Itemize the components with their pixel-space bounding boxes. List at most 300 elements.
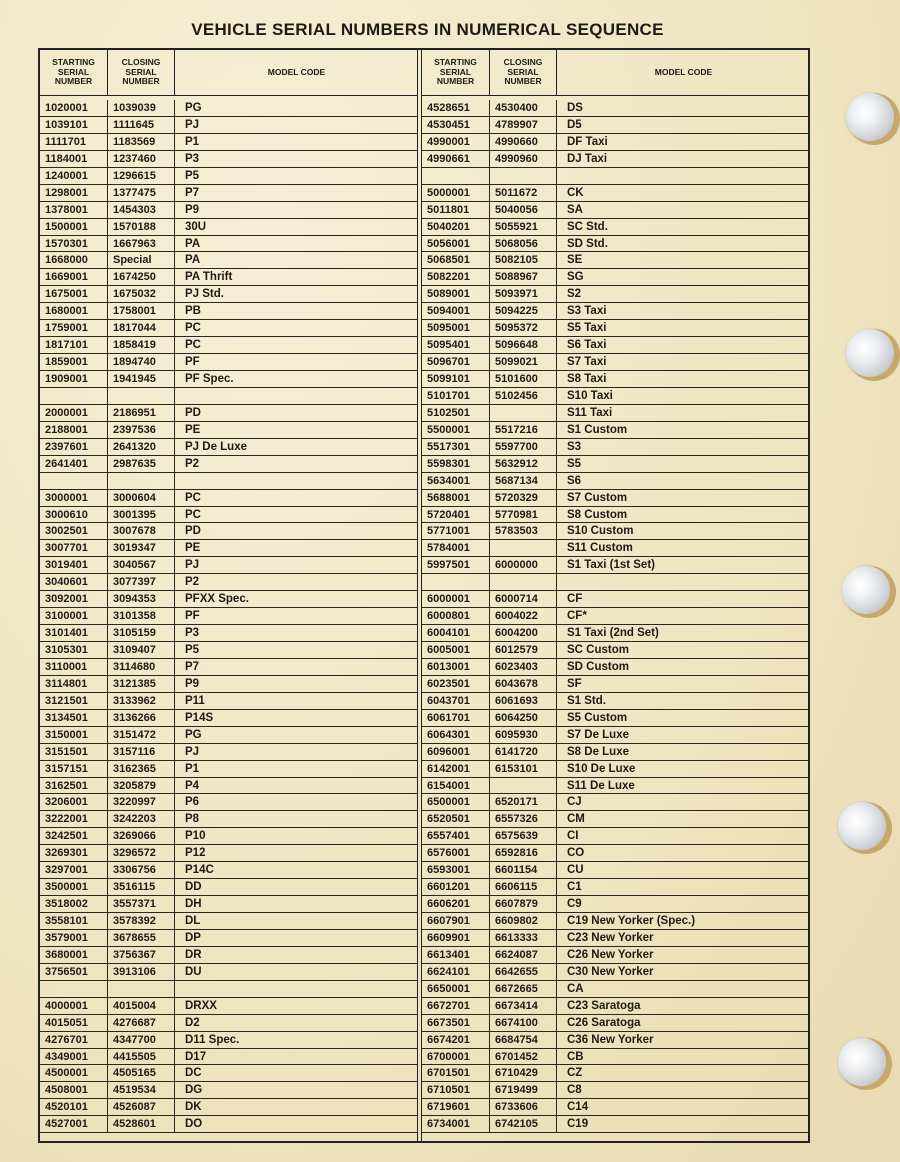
table-row: [422, 523, 810, 540]
closing-serial-cell: 6701452: [490, 1049, 557, 1065]
table-row: [40, 998, 418, 1015]
closing-serial-cell: 1675032: [108, 286, 175, 302]
closing-serial-cell: 3040567: [108, 557, 175, 573]
closing-serial-cell: 1674250: [108, 269, 175, 285]
model-code-cell: CK: [567, 186, 584, 199]
starting-serial-cell: 3518002: [40, 896, 108, 912]
closing-serial-cell: 5632912: [490, 456, 557, 472]
starting-serial-cell: 6734001: [422, 1116, 490, 1132]
table-row: [422, 998, 810, 1015]
table-row: [40, 269, 418, 286]
model-code-cell: PB: [185, 305, 201, 318]
table-row: [40, 219, 418, 236]
starting-serial-cell: 4349001: [40, 1049, 108, 1065]
starting-serial-cell: 1378001: [40, 202, 108, 218]
model-code-cell: DF Taxi: [567, 135, 608, 148]
closing-serial-cell: 3242203: [108, 811, 175, 827]
closing-serial-cell: 6575639: [490, 828, 557, 844]
model-code-cell: S11 Custom: [567, 542, 633, 555]
starting-serial-cell: 6005001: [422, 642, 490, 658]
model-code-cell: P2: [185, 457, 200, 470]
closing-serial-cell: 5102456: [490, 388, 557, 404]
starting-serial-cell: [40, 388, 108, 404]
closing-serial-cell: 1667963: [108, 236, 175, 252]
model-code-cell: S5: [567, 457, 582, 470]
model-code-cell: DD: [185, 881, 202, 894]
header-model-code: MODEL CODE: [267, 66, 326, 77]
starting-serial-cell: 5040201: [422, 219, 490, 235]
model-code-cell: PJ Std.: [185, 288, 224, 301]
table-row: [40, 388, 418, 405]
table-row: [422, 1015, 810, 1032]
table-row: [422, 744, 810, 761]
starting-serial-cell: 6650001: [422, 981, 490, 997]
starting-serial-cell: 3000001: [40, 490, 108, 506]
table-row: [422, 219, 810, 236]
model-code-cell: PA: [185, 254, 201, 267]
starting-serial-cell: 1111701: [40, 134, 108, 150]
starting-serial-cell: 6000001: [422, 591, 490, 607]
model-code-cell: CU: [567, 864, 584, 877]
closing-serial-cell: 3136266: [108, 710, 175, 726]
starting-serial-cell: 3019401: [40, 557, 108, 573]
closing-serial-cell: 1454303: [108, 202, 175, 218]
model-code-cell: PJ De Luxe: [185, 440, 247, 453]
closing-serial-cell: 6733606: [490, 1099, 557, 1115]
closing-serial-cell: 6606115: [490, 879, 557, 895]
starting-serial-cell: 6624101: [422, 964, 490, 980]
table-row: [40, 1082, 418, 1099]
model-code-cell: [557, 574, 810, 590]
starting-serial-cell: 4530451: [422, 117, 490, 133]
model-code-cell: C23 Saratoga: [567, 999, 641, 1012]
closing-serial-cell: 5783503: [490, 523, 557, 539]
table-row: [40, 236, 418, 253]
closing-serial-cell: 1758001: [108, 303, 175, 319]
starting-serial-cell: 1298001: [40, 185, 108, 201]
closing-serial-cell: 4415505: [108, 1049, 175, 1065]
table-row: [422, 981, 810, 998]
table-row: [40, 625, 418, 642]
binder-hole: [838, 802, 886, 850]
table-row: [40, 930, 418, 947]
closing-serial-cell: 3101358: [108, 608, 175, 624]
model-code-cell: P1: [185, 762, 200, 775]
starting-serial-cell: 3040601: [40, 574, 108, 590]
table-row: [422, 642, 810, 659]
closing-serial-cell: 3121385: [108, 676, 175, 692]
starting-serial-cell: 3134501: [40, 710, 108, 726]
starting-serial-cell: 6500001: [422, 794, 490, 810]
table-row: [422, 202, 810, 219]
starting-serial-cell: 3558101: [40, 913, 108, 929]
table-row: [422, 913, 810, 930]
model-code-cell: S7 Custom: [567, 491, 628, 504]
starting-serial-cell: 6607901: [422, 913, 490, 929]
closing-serial-cell: 4990960: [490, 151, 557, 167]
model-code-cell: S11 Taxi: [567, 406, 613, 419]
model-code-cell: C26 Saratoga: [567, 1016, 641, 1029]
starting-serial-cell: 3105301: [40, 642, 108, 658]
closing-serial-cell: 6624087: [490, 947, 557, 963]
model-code-cell: S8 Taxi: [567, 373, 607, 385]
starting-serial-cell: 6013001: [422, 659, 490, 675]
closing-serial-cell: 3557371: [108, 896, 175, 912]
table-header: [40, 50, 418, 96]
starting-serial-cell: 3101401: [40, 625, 108, 641]
binder-hole: [846, 329, 894, 377]
starting-serial-cell: 1669001: [40, 269, 108, 285]
starting-serial-cell: 5771001: [422, 523, 490, 539]
table-row: [422, 168, 810, 185]
starting-serial-cell: 5000001: [422, 185, 490, 201]
starting-serial-cell: 4508001: [40, 1082, 108, 1098]
starting-serial-cell: 4000001: [40, 998, 108, 1014]
closing-serial-cell: [490, 168, 557, 184]
table-row: [422, 320, 810, 337]
model-code-cell: DG: [185, 1084, 203, 1097]
starting-serial-cell: 5056001: [422, 236, 490, 252]
model-code-cell: S1 Std.: [567, 694, 606, 707]
table-row: [40, 439, 418, 456]
starting-serial-cell: 1570301: [40, 236, 108, 252]
closing-serial-cell: 3019347: [108, 540, 175, 556]
starting-serial-cell: 5634001: [422, 473, 490, 489]
closing-serial-cell: 3220997: [108, 794, 175, 810]
closing-serial-cell: 3105159: [108, 625, 175, 641]
starting-serial-cell: 4527001: [40, 1116, 108, 1132]
closing-serial-cell: 5082105: [490, 252, 557, 268]
starting-serial-cell: 6701501: [422, 1065, 490, 1081]
starting-serial-cell: 2188001: [40, 422, 108, 438]
starting-serial-cell: 5099101: [422, 371, 490, 387]
table-row: [40, 456, 418, 473]
closing-serial-cell: 4990660: [490, 134, 557, 150]
table-row: [422, 185, 810, 202]
starting-serial-cell: 3100001: [40, 608, 108, 624]
table-header: [422, 50, 810, 96]
table-row: [422, 439, 810, 456]
model-code-cell: [175, 981, 418, 997]
starting-serial-cell: [40, 473, 108, 489]
starting-serial-cell: 1817101: [40, 337, 108, 353]
closing-serial-cell: [490, 778, 557, 794]
model-code-cell: S10 Taxi: [567, 389, 613, 402]
model-code-cell: C8: [567, 1084, 582, 1097]
closing-serial-cell: 1296615: [108, 168, 175, 184]
starting-serial-cell: 5784001: [422, 540, 490, 556]
closing-serial-cell: 5088967: [490, 269, 557, 285]
starting-serial-cell: 3206001: [40, 794, 108, 810]
starting-serial-cell: 3500001: [40, 879, 108, 895]
closing-serial-cell: 4789907: [490, 117, 557, 133]
model-code-cell: S3 Taxi: [567, 305, 607, 318]
starting-serial-cell: 6096001: [422, 744, 490, 760]
starting-serial-cell: 4990001: [422, 134, 490, 150]
table-row: [40, 947, 418, 964]
starting-serial-cell: 3680001: [40, 947, 108, 963]
table-row: [422, 371, 810, 388]
model-code-cell: CF*: [567, 610, 587, 623]
table-row: [422, 557, 810, 574]
closing-serial-cell: 6673414: [490, 998, 557, 1014]
table-row: [40, 286, 418, 303]
table-row: [422, 354, 810, 371]
model-code-cell: P12: [185, 847, 206, 860]
model-code-cell: PD: [185, 525, 201, 538]
starting-serial-cell: 5102501: [422, 405, 490, 421]
table-row: [40, 811, 418, 828]
closing-serial-cell: 3306756: [108, 862, 175, 878]
closing-serial-cell: 6674100: [490, 1015, 557, 1031]
model-code-cell: CM: [567, 813, 585, 826]
model-code-cell: PF: [185, 610, 200, 623]
starting-serial-cell: 1909001: [40, 371, 108, 387]
starting-serial-cell: 3756501: [40, 964, 108, 980]
model-code-cell: S3: [567, 440, 582, 453]
table-row: [422, 794, 810, 811]
starting-serial-cell: 2397601: [40, 439, 108, 455]
table-row: [422, 1082, 810, 1099]
model-code-cell: S1 Taxi (2nd Set): [567, 627, 659, 640]
closing-serial-cell: 4505165: [108, 1065, 175, 1081]
model-code-cell: C26 New Yorker: [567, 948, 654, 961]
closing-serial-cell: 6141720: [490, 744, 557, 760]
binder-hole: [842, 566, 890, 614]
serial-number-table: [38, 48, 810, 1143]
starting-serial-cell: 5720401: [422, 507, 490, 523]
table-row: [40, 185, 418, 202]
closing-serial-cell: 3162365: [108, 761, 175, 777]
model-code-cell: C19 New Yorker (Spec.): [567, 915, 696, 927]
closing-serial-cell: 5101600: [490, 371, 557, 387]
closing-serial-cell: 5040056: [490, 202, 557, 218]
closing-serial-cell: 4276687: [108, 1015, 175, 1031]
starting-serial-cell: 6593001: [422, 862, 490, 878]
table-row: [422, 117, 810, 134]
table-row: [40, 117, 418, 134]
table-row: [422, 811, 810, 828]
starting-serial-cell: 6004101: [422, 625, 490, 641]
model-code-cell: PC: [185, 508, 201, 521]
closing-serial-cell: 6607879: [490, 896, 557, 912]
starting-serial-cell: 1668000: [40, 252, 108, 268]
starting-serial-cell: 1039101: [40, 117, 108, 133]
table-row: [40, 1015, 418, 1032]
table-row: [422, 727, 810, 744]
closing-serial-cell: 3000604: [108, 490, 175, 506]
table-row: [40, 676, 418, 693]
model-code-cell: P4: [185, 779, 200, 792]
closing-serial-cell: 4528601: [108, 1116, 175, 1132]
closing-serial-cell: 3157116: [108, 744, 175, 760]
closing-serial-cell: 3094353: [108, 591, 175, 607]
model-code-cell: PF: [185, 356, 200, 369]
model-code-cell: S1 Custom: [567, 423, 628, 436]
model-code-cell: DR: [185, 948, 202, 961]
closing-serial-cell: 3269066: [108, 828, 175, 844]
starting-serial-cell: 6061701: [422, 710, 490, 726]
table-row: [40, 1049, 418, 1066]
closing-serial-cell: [108, 981, 175, 997]
model-code-cell: PC: [185, 339, 201, 352]
table-row: [40, 794, 418, 811]
closing-serial-cell: [108, 388, 175, 404]
model-code-cell: P5: [185, 169, 200, 182]
closing-serial-cell: 5011672: [490, 185, 557, 201]
closing-serial-cell: 1377475: [108, 185, 175, 201]
table-row: [40, 320, 418, 337]
closing-serial-cell: 6719499: [490, 1082, 557, 1098]
closing-serial-cell: 6043678: [490, 676, 557, 692]
right-table-half: [422, 50, 810, 1133]
binder-hole: [838, 1038, 886, 1086]
table-row: [422, 473, 810, 490]
starting-serial-cell: 1184001: [40, 151, 108, 167]
model-code-cell: CF: [567, 593, 583, 606]
closing-serial-cell: 4347700: [108, 1032, 175, 1048]
closing-serial-cell: 3114680: [108, 659, 175, 675]
table-row: [40, 151, 418, 168]
model-code-cell: D17: [185, 1050, 207, 1063]
closing-serial-cell: Special: [108, 252, 175, 268]
model-code-cell: P14C: [185, 864, 214, 877]
closing-serial-cell: 5096648: [490, 337, 557, 353]
model-code-cell: S10 De Luxe: [567, 762, 636, 775]
starting-serial-cell: 4015051: [40, 1015, 108, 1031]
starting-serial-cell: [422, 168, 490, 184]
model-code-cell: P9: [185, 677, 200, 690]
starting-serial-cell: 3121501: [40, 693, 108, 709]
model-code-cell: S5 Taxi: [567, 322, 607, 335]
model-code-cell: P8: [185, 813, 200, 826]
closing-serial-cell: 3001395: [108, 507, 175, 523]
model-code-cell: P3: [185, 627, 200, 640]
table-row: [40, 913, 418, 930]
closing-serial-cell: 3516115: [108, 879, 175, 895]
model-code-cell: S7 Taxi: [567, 356, 607, 369]
table-row: [40, 168, 418, 185]
model-code-cell: DK: [185, 1101, 202, 1114]
table-row: [40, 1032, 418, 1049]
starting-serial-cell: 2641401: [40, 456, 108, 472]
table-row: [40, 761, 418, 778]
table-row: [422, 778, 810, 795]
closing-serial-cell: 5094225: [490, 303, 557, 319]
model-code-cell: SF: [567, 677, 582, 690]
starting-serial-cell: 6613401: [422, 947, 490, 963]
starting-serial-cell: 1675001: [40, 286, 108, 302]
table-row: [40, 964, 418, 981]
model-code-cell: PC: [185, 322, 201, 335]
table-row: [40, 591, 418, 608]
starting-serial-cell: 4528651: [422, 100, 490, 116]
closing-serial-cell: 3296572: [108, 845, 175, 861]
model-code-cell: S2: [567, 288, 582, 301]
table-row: [422, 1065, 810, 1082]
model-code-cell: C14: [567, 1101, 589, 1114]
starting-serial-cell: 6609901: [422, 930, 490, 946]
starting-serial-cell: 5095401: [422, 337, 490, 353]
model-code-cell: P11: [185, 694, 205, 707]
starting-serial-cell: 3579001: [40, 930, 108, 946]
closing-serial-cell: 3109407: [108, 642, 175, 658]
starting-serial-cell: 5096701: [422, 354, 490, 370]
closing-serial-cell: 6710429: [490, 1065, 557, 1081]
starting-serial-cell: 6710501: [422, 1082, 490, 1098]
table-row: [40, 862, 418, 879]
table-row: [40, 1099, 418, 1116]
model-code-cell: PFXX Spec.: [185, 593, 249, 606]
table-row: [422, 1116, 810, 1133]
model-code-cell: C30 New Yorker: [567, 965, 654, 978]
starting-serial-cell: 1500001: [40, 219, 108, 235]
table-row: [422, 236, 810, 253]
table-row: [40, 744, 418, 761]
table-row: [40, 422, 418, 439]
table-row: [422, 100, 810, 117]
starting-serial-cell: [422, 574, 490, 590]
closing-serial-cell: 5099021: [490, 354, 557, 370]
closing-serial-cell: 2987635: [108, 456, 175, 472]
model-code-cell: CI: [567, 830, 579, 843]
model-code-cell: S5 Custom: [567, 711, 628, 724]
closing-serial-cell: 6742105: [490, 1116, 557, 1132]
closing-serial-cell: [108, 473, 175, 489]
model-code-cell: SG: [567, 271, 584, 284]
starting-serial-cell: 6000801: [422, 608, 490, 624]
table-row: [422, 269, 810, 286]
table-row: [422, 676, 810, 693]
starting-serial-cell: 5089001: [422, 286, 490, 302]
model-code-cell: 30U: [185, 220, 207, 233]
closing-serial-cell: 6061693: [490, 693, 557, 709]
model-code-cell: D5: [567, 118, 582, 131]
model-code-cell: SD Custom: [567, 660, 629, 673]
model-code-cell: CA: [567, 982, 584, 995]
model-code-cell: CZ: [567, 1067, 583, 1080]
starting-serial-cell: 4276701: [40, 1032, 108, 1048]
header-closing-serial: CLOSING SERIAL NUMBER: [108, 50, 175, 95]
model-code-cell: P9: [185, 203, 200, 216]
starting-serial-cell: 1680001: [40, 303, 108, 319]
starting-serial-cell: 1020001: [40, 100, 108, 116]
model-code-cell: PJ: [185, 745, 200, 758]
model-code-cell: C36 New Yorker: [567, 1033, 654, 1046]
table-row: [40, 405, 418, 422]
table-row: [422, 761, 810, 778]
model-code-cell: P2: [185, 576, 200, 589]
closing-serial-cell: 1570188: [108, 219, 175, 235]
closing-serial-cell: 6520171: [490, 794, 557, 810]
closing-serial-cell: 2641320: [108, 439, 175, 455]
closing-serial-cell: 5055921: [490, 219, 557, 235]
left-rows: [40, 100, 418, 1133]
table-row: [40, 540, 418, 557]
table-row: [422, 337, 810, 354]
table-row: [40, 507, 418, 524]
closing-serial-cell: 1941945: [108, 371, 175, 387]
starting-serial-cell: 5997501: [422, 557, 490, 573]
starting-serial-cell: 3157151: [40, 761, 108, 777]
model-code-cell: S7 De Luxe: [567, 728, 629, 741]
right-rows: [422, 100, 810, 1133]
table-row: [422, 540, 810, 557]
table-row: [40, 778, 418, 795]
closing-serial-cell: 6642655: [490, 964, 557, 980]
starting-serial-cell: 6700001: [422, 1049, 490, 1065]
starting-serial-cell: 6520501: [422, 811, 490, 827]
